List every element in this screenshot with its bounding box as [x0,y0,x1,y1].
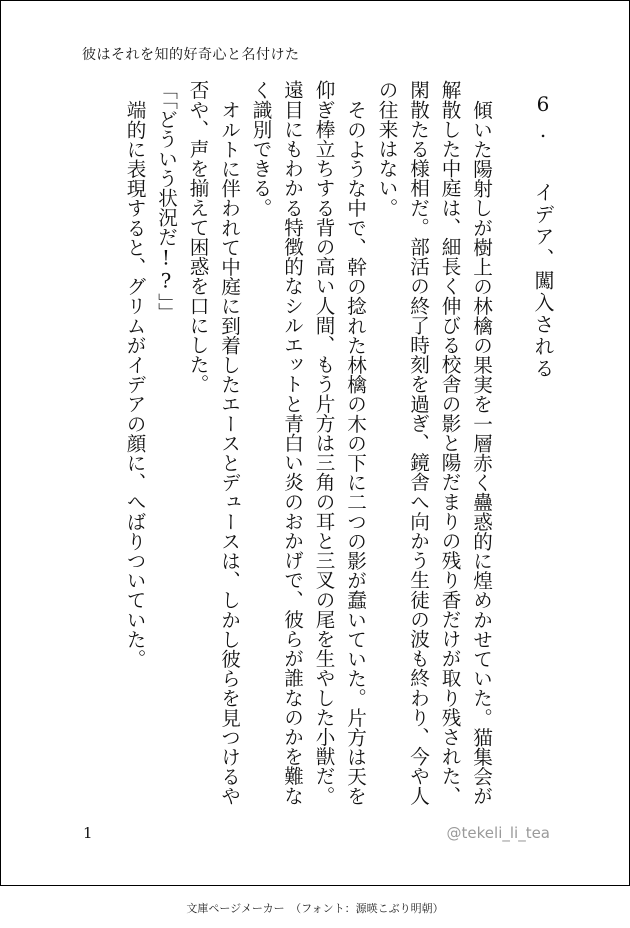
paragraph-4: 端的に表現すると、グリムがイデアの顔に、へばりついていた。 [123,99,146,668]
author-handle: @tekeli_li_tea [446,824,550,842]
running-title: 彼はそれを知的好奇心と名付けた [82,47,300,63]
paragraph-3: オルトに伴われて中庭に到着したエースとデュースは、しかし彼らを見つけるや否や、声を揃えて困惑を口にした。 [186,80,241,806]
dialogue-line: 「「どういう状況だ!?」」 [154,80,178,322]
vertical-body-text [119,80,559,820]
page-number: 1 [83,824,93,842]
chapter-number: 6. [531,92,555,144]
paragraph-1: 傾いた陽射しが樹上の林檎の果実を一層赤く蠱惑的に煌めかせていた。猫集会が解散した中庭は、細長く伸びる校舎の影と陽だまりの残り香だけが取り残された、閑散たる様相だ。部活の終了時刻を過ぎ、鏡舎へ向かう生徒の波も終わり、今や人の往来はない。 [375,80,493,806]
paragraph-2: そのような中で、幹の捻れた林檎の木の下に二つの影が蠢いていた。片方は天を仰ぎ棒立ちする背の高い人間、もう片方は三角の耳と三叉の尾を生やした小獣だ。遠目にもわかる特徴的なシルエットと青白い炎のおかげで、彼らが誰なのかを難なく識別できる。 [249,80,367,806]
chapter-heading [497,80,559,820]
footer-credit: 文庫ページメーカー （フォント：源暎こぶり明朝） [186,902,444,915]
chapter-title: イデア、闖入される [531,182,555,380]
